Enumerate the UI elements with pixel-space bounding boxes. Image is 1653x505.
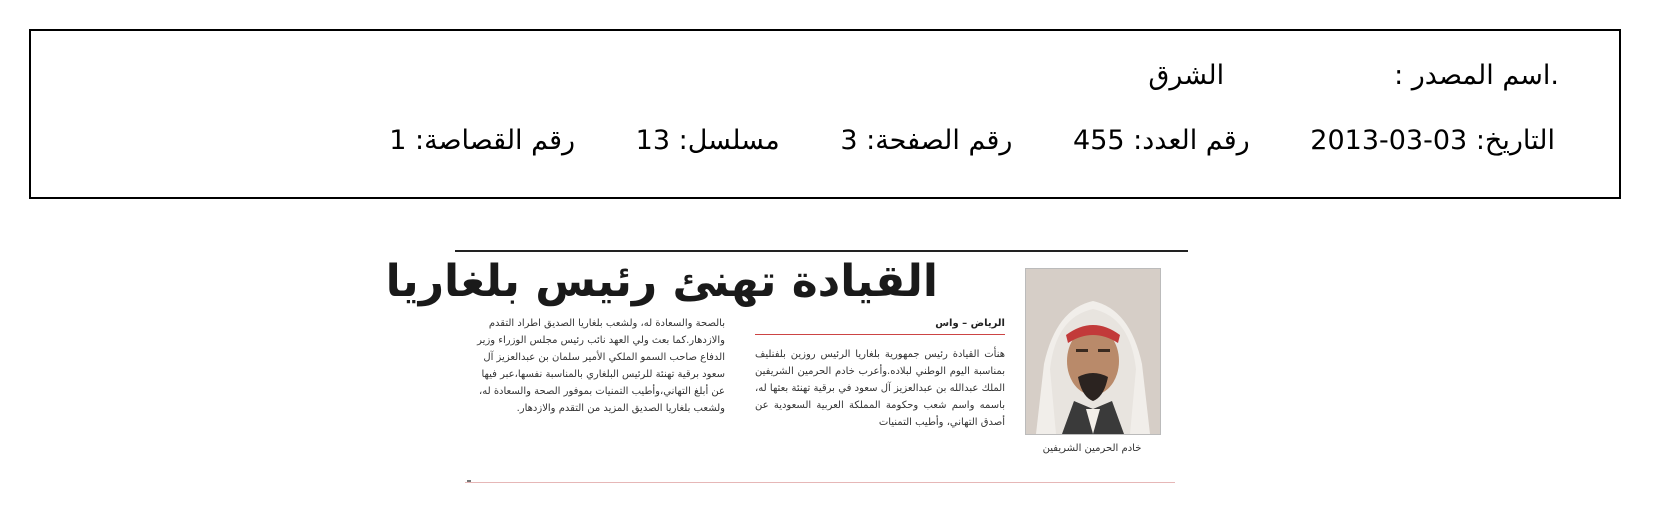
serial-label: مسلسل: (678, 125, 780, 156)
photo-caption: خادم الحرمين الشريفين (1042, 443, 1142, 454)
clip-value: 1 (389, 125, 407, 156)
clipping-top-rule (455, 250, 1188, 252)
newspaper-clipping (385, 238, 1188, 490)
article-column-right: هنأت القيادة رئيس جمهورية بلغاريا الرئيس روزين بلفنليف بمناسبة اليوم الوطني لبلاده.وأعرب خادم الحرمين الشريفين الملك عبدالله بن عبدالعزيز آل سعود في برقية تهنئة بعثها له، باسمه واسم شعب وحكومة المملكة العربية السعودية عن أصدق التهاني، وأطيب التمنيات (755, 349, 1005, 428)
article-byline: الرياض – واس (935, 318, 1005, 329)
source-label: .اسم المصدر : (1394, 60, 1559, 91)
date-label: التاريخ: (1475, 125, 1555, 156)
article-headline: القيادة تهنئ رئيس بلغاريا (385, 256, 938, 307)
source-row (1148, 59, 1559, 93)
page-label: رقم الصفحة: (866, 125, 1013, 156)
issue-label: رقم العدد: (1133, 125, 1250, 156)
clip-label: رقم القصاصة: (415, 125, 576, 156)
byline-rule (755, 334, 1005, 335)
portrait-illustration (1026, 269, 1160, 434)
details-row (389, 124, 1555, 158)
clipping-bottom-rule (465, 482, 1175, 483)
article-column-left: بالصحة والسعادة له، ولشعب بلغاريا الصديق اطراد التقدم والازدهار.كما بعث ولي العهد نائب رئيس مجلس الوزراء وزير الدفاع صاحب السمو الملكي الأمير سلمان بن عبدالعزيز آل سعود برقية تهنئة للرئيس البلغاري بالمناسبة نفسها،عبر فيها عن أبلغ التهاني،وأطيب التمنيات بموفور الصحة والسعادة له، ولشعب بلغاريا الصديق المزيد من التقدم والازدهار. (477, 318, 725, 414)
date-value: 2013-03-03 (1310, 125, 1468, 156)
page-value: 3 (840, 125, 858, 156)
source-value: الشرق (1148, 60, 1225, 91)
issue-value: 455 (1073, 125, 1125, 156)
portrait-photo (1025, 268, 1161, 435)
metadata-box (29, 29, 1621, 199)
serial-value: 13 (635, 125, 671, 156)
